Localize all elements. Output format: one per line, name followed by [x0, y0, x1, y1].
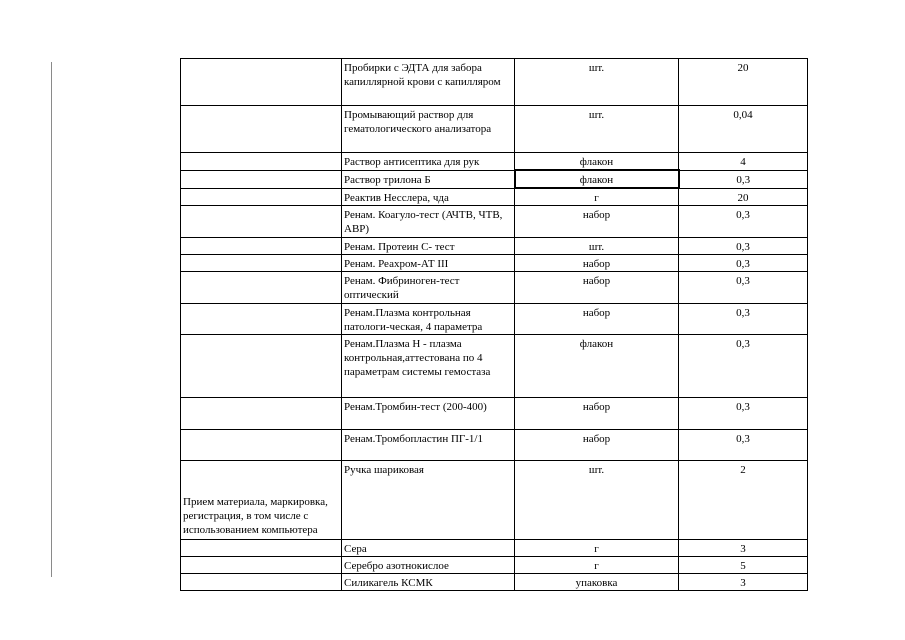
stage-cell	[181, 398, 342, 430]
table-row	[181, 59, 808, 106]
item-unit-cell: набор	[515, 272, 679, 304]
item-qty-cell: 0,3	[679, 238, 808, 255]
item-unit-cell: набор	[515, 304, 679, 335]
item-qty-cell: 5	[679, 557, 808, 574]
stage-cell	[181, 106, 342, 153]
item-unit-cell: набор	[515, 430, 679, 461]
item-name-cell: Серебро азотнокислое	[342, 557, 515, 574]
table-row	[181, 272, 808, 304]
item-qty-cell: 0,3	[679, 430, 808, 461]
item-name-cell: Силикагель КСМК	[342, 574, 515, 591]
item-qty-cell: 0,3	[679, 206, 808, 238]
item-name-cell: Ренам. Реахром-АТ III	[342, 255, 515, 272]
stage-cell	[181, 153, 342, 171]
item-qty-cell: 0,3	[679, 272, 808, 304]
stage-cell	[181, 430, 342, 461]
item-qty-cell: 2	[679, 461, 808, 540]
stage-cell	[181, 255, 342, 272]
item-qty-cell: 20	[679, 59, 808, 106]
item-name-cell: Раствор антисептика для рук	[342, 153, 515, 171]
table-row	[181, 206, 808, 238]
item-unit-cell: г	[515, 557, 679, 574]
stage-cell	[181, 574, 342, 591]
table-row	[181, 153, 808, 171]
table-row	[181, 188, 808, 206]
stage-label: Прием материала, маркировка, регистрация, в том числе с использованием компьютера	[181, 461, 342, 540]
item-name-cell: Ренам.Плазма контрольная патологи-ческая, 4 параметра	[342, 304, 515, 335]
item-unit-cell: флакон	[515, 170, 679, 188]
stage-cell	[181, 59, 342, 106]
item-unit-cell: шт.	[515, 238, 679, 255]
item-name-cell: Ренам.Тромбин-тест (200-400)	[342, 398, 515, 430]
item-name-cell: Ренам.Плазма Н - плазма контрольная,аттестована по 4 параметрам системы гемостаза	[342, 335, 515, 398]
stage-cell	[181, 304, 342, 335]
stage-cell	[181, 170, 342, 188]
stage-cell	[181, 557, 342, 574]
item-qty-cell: 20	[679, 188, 808, 206]
table-row	[181, 557, 808, 574]
item-qty-cell: 0,3	[679, 255, 808, 272]
table-row	[181, 574, 808, 591]
item-qty-cell: 0,3	[679, 304, 808, 335]
item-unit-cell: флакон	[515, 153, 679, 171]
item-unit-cell: шт.	[515, 106, 679, 153]
table-row	[181, 238, 808, 255]
supplies-table	[180, 58, 808, 591]
table-row	[181, 170, 808, 188]
item-unit-cell: г	[515, 540, 679, 557]
table-row	[181, 255, 808, 272]
item-qty-cell: 4	[679, 153, 808, 171]
item-unit-cell: упаковка	[515, 574, 679, 591]
table-row	[181, 430, 808, 461]
stage-cell	[181, 188, 342, 206]
item-name-cell: Реактив Несслера, чда	[342, 188, 515, 206]
item-name-cell: Ренам. Коагуло-тест (АЧТВ, ЧТВ, АВР)	[342, 206, 515, 238]
item-unit-cell: набор	[515, 255, 679, 272]
item-name-cell: Ренам.Тромбопластин ПГ-1/1	[342, 430, 515, 461]
item-unit-cell: шт.	[515, 461, 679, 540]
item-qty-cell: 0,3	[679, 170, 808, 188]
item-name-cell: Ручка шариковая	[342, 461, 515, 540]
table-row	[181, 335, 808, 398]
item-name-cell: Пробирки с ЭДТА для забора капиллярной крови с капилляром	[342, 59, 515, 106]
stage-cell	[181, 335, 342, 398]
item-unit-cell: флакон	[515, 335, 679, 398]
item-unit-cell: набор	[515, 206, 679, 238]
item-qty-cell: 3	[679, 574, 808, 591]
stage-cell	[181, 272, 342, 304]
item-qty-cell: 0,3	[679, 335, 808, 398]
item-unit-cell: набор	[515, 398, 679, 430]
stage-cell	[181, 238, 342, 255]
item-name-cell: Ренам. Протеин С- тест	[342, 238, 515, 255]
table-row	[181, 398, 808, 430]
item-qty-cell: 0,3	[679, 398, 808, 430]
item-name-cell: Сера	[342, 540, 515, 557]
item-unit-cell: г	[515, 188, 679, 206]
table-row	[181, 304, 808, 335]
item-qty-cell: 3	[679, 540, 808, 557]
item-name-cell: Промывающий раствор для гематологического анализатора	[342, 106, 515, 153]
table-row	[181, 540, 808, 557]
stage-cell	[181, 206, 342, 238]
stage-cell	[181, 540, 342, 557]
item-qty-cell: 0,04	[679, 106, 808, 153]
table-row	[181, 461, 808, 540]
left-margin-rule	[51, 62, 52, 577]
item-name-cell: Раствор трилона Б	[342, 170, 515, 188]
item-unit-cell: шт.	[515, 59, 679, 106]
item-name-cell: Ренам. Фибриноген-тест оптический	[342, 272, 515, 304]
table-row	[181, 106, 808, 153]
